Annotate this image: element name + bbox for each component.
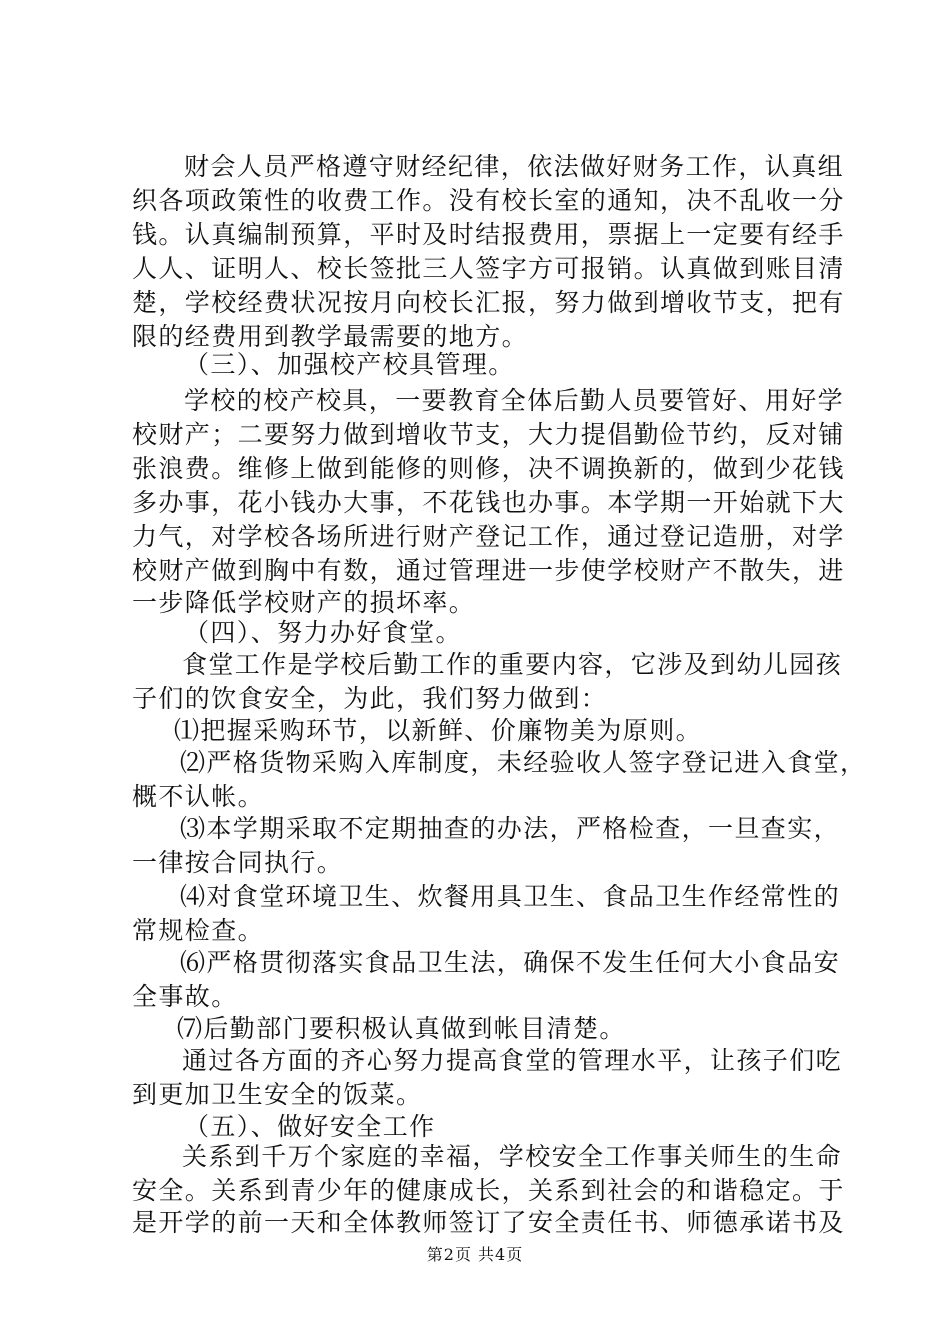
text-line: 是开学的前一天和全体教师签订了安全责任书、师德承诺书及 — [132, 1208, 845, 1237]
page-footer: 第2页 共4页 — [426, 1245, 524, 1264]
text-line: 钱。认真编制预算，平时及时结报费用，票据上一定要有经手 — [132, 220, 845, 249]
text-line: 人人、证明人、校长签批三人签字方可报销。认真做到账目清 — [132, 254, 845, 283]
text-line: 概不认帐。 — [132, 782, 265, 811]
text-line: 校财产；二要努力做到增收节支，大力提倡勤俭节约，反对铺 — [132, 420, 845, 449]
text-line: 到更加卫生安全的饭菜。 — [132, 1080, 423, 1109]
text-line: 学校的校产校具，一要教育全体后勤人员要管好、用好学 — [184, 386, 845, 415]
text-line: 限的经费用到教学最需要的地方。 — [132, 322, 529, 351]
text-line: ⑺后勤部门要积极认真做到帐目清楚。 — [177, 1014, 626, 1043]
text-line: 安全。关系到青少年的健康成长，关系到社会的和谐稳定。于 — [132, 1176, 845, 1205]
text-line: ⑶本学期采取不定期抽查的办法，严格检查，一旦查实， — [180, 814, 841, 843]
text-line: 校财产做到胸中有数，通过管理进一步使学校财产不散失，进 — [132, 556, 845, 585]
text-line: （四）、努力办好食堂。 — [184, 618, 462, 647]
text-line: 食堂工作是学校后勤工作的重要内容，它涉及到幼儿园孩 — [182, 650, 843, 679]
text-line: 多办事，花小钱办大事，不花钱也办事。本学期一开始就下大 — [132, 488, 845, 517]
text-line: 通过各方面的齐心努力提高食堂的管理水平，让孩子们吃 — [182, 1046, 843, 1075]
text-line: ⑹严格贯彻落实食品卫生法，确保不发生任何大小食品安 — [180, 948, 841, 977]
text-line: 楚，学校经费状况按月向校长汇报，努力做到增收节支，把有 — [132, 288, 845, 317]
text-line: 力气，对学校各场所进行财产登记工作，通过登记造册，对学 — [132, 522, 845, 551]
text-line: （三）、加强校产校具管理。 — [184, 350, 515, 379]
text-line: 财会人员严格遵守财经纪律，依法做好财务工作，认真组 — [184, 152, 845, 181]
text-line: 一律按合同执行。 — [132, 848, 344, 877]
text-line: 关系到千万个家庭的幸福，学校安全工作事关师生的生命 — [182, 1142, 843, 1171]
text-line: 子们的饮食安全，为此，我们努力做到： — [132, 684, 608, 713]
text-line: 全事故。 — [132, 982, 238, 1011]
text-line: ⑵严格货物采购入库制度，未经验收人签字登记进入食堂， — [180, 748, 867, 777]
text-line: 织各项政策性的收费工作。没有校长室的通知，决不乱收一分 — [132, 186, 845, 215]
text-line: 一步降低学校财产的损坏率。 — [132, 588, 476, 617]
text-line: 常规检查。 — [132, 916, 265, 945]
text-line: ⑷对食堂环境卫生、炊餐用具卫生、食品卫生作经常性的 — [180, 882, 841, 911]
text-line: （五）、做好安全工作 — [184, 1112, 436, 1141]
text-line: 张浪费。维修上做到能修的则修，决不调换新的，做到少花钱 — [132, 454, 845, 483]
text-line: ⑴把握采购环节，以新鲜、价廉物美为原则。 — [174, 716, 703, 745]
